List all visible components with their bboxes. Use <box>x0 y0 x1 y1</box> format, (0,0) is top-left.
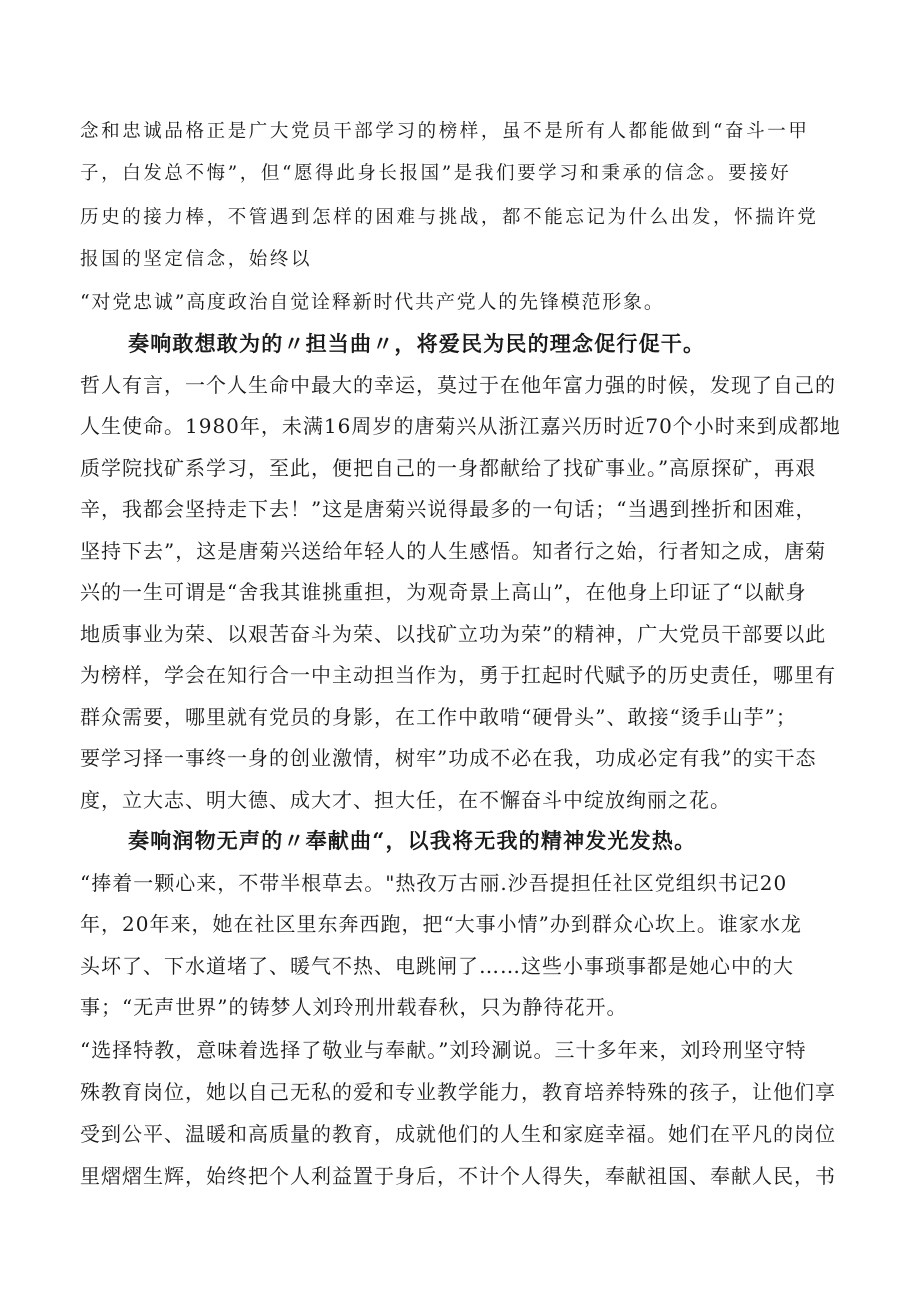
paragraph-line: 子，白发总不悔”，但“愿得此身长报国”是我们要学习和秉承的信念。要接好 <box>80 163 792 184</box>
paragraph-line: 度，立大志、明大德、成大才、担大任，在不懈奋斗中绽放绚丽之花。 <box>80 788 731 812</box>
paragraph-line: “对党忠诚”高度政治自觉诠释新时代共产党人的先锋模范形象。 <box>80 291 665 313</box>
paragraph-line: 为榜样，学会在知行合一中主动担当作为，勇于扛起时代赋予的历史责任，哪里有 <box>80 663 836 687</box>
paragraph-line: 哲人有言，一个人生命中最大的幸运，莫过于在他年富力强的时候，发现了自己的 <box>80 373 836 397</box>
paragraph-line: 要学习择一事终一身的创业激情，树牢”功成不必在我，功成必定有我”的实干态 <box>80 746 817 770</box>
paragraph-line: 受到公平、温暖和高质量的教育，成就他们的人生和家庭幸福。她们在平凡的岗位 <box>80 1122 836 1146</box>
paragraph-line: 兴的一生可谓是“舍我其谁挑重担，为观奇景上高山”，在他身上印证了“以献身 <box>80 580 807 604</box>
paragraph-line: 坚持下去”，这是唐菊兴送给年轻人的人生感悟。知者行之始，行者知之成，唐菊 <box>80 539 827 563</box>
paragraph-line: 报国的坚定信念，始终以 <box>80 249 313 270</box>
paragraph-line: 殊教育岗位，她以自己无私的爱和专业教学能力，教育培养特殊的孩子，让他们享 <box>80 1080 836 1104</box>
paragraph-line: 年，20年来，她在社区里东奔西跑，把“大事小情”办到群众心坎上。谁家水龙 <box>80 912 802 936</box>
paragraph-line: 念和忠诚品格正是广大党员干部学习的榜样，虽不是所有人都能做到“奋斗一甲 <box>80 121 810 142</box>
paragraph-line: 人生使命。1980年，未满16周岁的唐菊兴从浙江嘉兴历时近70个小时来到成都地 <box>80 414 841 438</box>
paragraph-line: 里熠熠生辉，始终把个人利益置于身后，不计个人得失，奉献祖国、奉献人民，书 <box>80 1164 836 1188</box>
paragraph-line: 质学院找矿系学习，至此，便把自己的一身都献给了找矿事业。”高原探矿，再艰 <box>80 456 817 480</box>
paragraph-line: “捧着一颗心来，不带半根草去。"热孜万古丽.沙吾提担任社区党组织书记20 <box>80 871 788 895</box>
paragraph-line: 辛，我都会坚持走下去！”这是唐菊兴说得最多的一句话；“当遇到挫折和困难， <box>80 497 817 521</box>
paragraph-line: 地质事业为荣、以艰苦奋斗为荣、以找矿立功为荣”的精神，广大党员干部要以此 <box>80 622 827 646</box>
section-heading: 奏响敢想敢为的〃担当曲〃，将爱民为民的理念促行促干。 <box>128 331 706 356</box>
section-heading: 奏响润物无声的〃奉献曲“，以我将无我的精神发光发热。 <box>128 828 697 853</box>
paragraph-line: 群众需要，哪里就有党员的身影，在工作中敢啃“硬骨头”、敢接“烫手山芋”； <box>80 705 797 729</box>
paragraph-line: 头坏了、下水道堵了、暖气不热、电跳闸了……这些小事琐事都是她心中的大 <box>80 954 794 978</box>
paragraph-line: 历史的接力棒，不管遇到怎样的困难与挑战，都不能忘记为什么出发，怀揣许党 <box>80 207 819 228</box>
paragraph-line: 事；“无声世界”的铸梦人刘玲刑卅载春秋，只为静待花开。 <box>80 995 628 1019</box>
paragraph-line: “选择特教，意味着选择了敬业与奉献。”刘玲涮说。三十多年来，刘玲刑坚守特 <box>80 1038 807 1062</box>
